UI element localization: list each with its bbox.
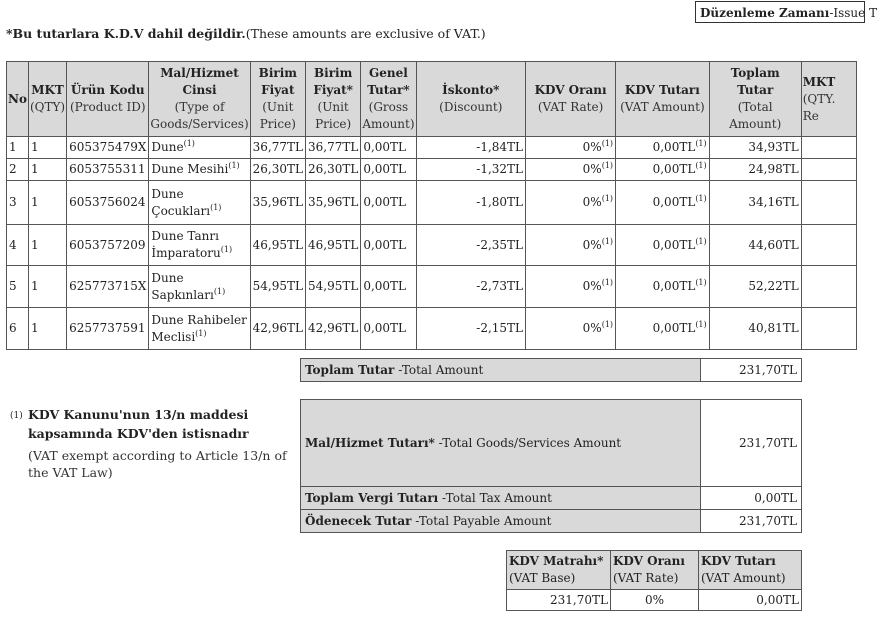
cell-unit: 36,77TL: [250, 137, 305, 159]
invoice-items-table: [6, 61, 857, 350]
cell-code: 625773715X: [67, 266, 149, 308]
cell-unit: 35,96TL: [250, 181, 305, 225]
vat-header-row: [507, 551, 802, 590]
cell-unit: 46,95TL: [250, 225, 305, 266]
cell-discount: -2,73TL: [416, 266, 525, 308]
cell-unit2: 54,95TL: [305, 266, 360, 308]
table-row: [7, 159, 857, 181]
cell-no: 3: [7, 181, 29, 225]
cell-gross: 0,00TL: [361, 225, 416, 266]
note-bold: *Bu tutarlara K.D.V dahil değildir.: [6, 26, 246, 41]
footnote-ref: (1): [601, 320, 614, 329]
footnote-ref: (1): [695, 194, 707, 203]
cell-rate: 0%$^{(1)}$: [526, 308, 616, 350]
tax-amount-row: [301, 487, 802, 510]
vat-breakdown-table: [506, 550, 802, 611]
cell-rate: 0%$^{(1)}$: [526, 181, 616, 225]
vat-rate-header: KDV Oranı (VAT Rate): [611, 551, 699, 590]
issue-time-label: Düzenleme Zamanı: [700, 6, 830, 20]
column-header: MKT (QTY. Re: [801, 62, 856, 137]
column-header: İskonto* (Discount): [416, 62, 525, 137]
cell-code: 6053755311: [67, 159, 149, 181]
footnote-ref: (1): [601, 139, 614, 148]
cell-name: Dune Mesihi$^{(1)}$: [149, 159, 250, 181]
table-header-row: [7, 62, 857, 137]
footnote-ref: (1): [695, 139, 707, 148]
column-header: Birim Fiyat (Unit Price): [250, 62, 305, 137]
footnote-ref: (1): [195, 328, 207, 338]
footnote-ref: (1): [601, 161, 614, 170]
cell-unit2: 36,77TL: [305, 137, 360, 159]
column-header: Ürün Kodu (Product ID): [67, 62, 149, 137]
cell-total: 52,22TL: [709, 266, 801, 308]
goods-amount-row: [301, 400, 802, 487]
cell-rate: 0%$^{(1)}$: [526, 225, 616, 266]
cell-qty: 1: [28, 181, 66, 225]
goods-amount-value: 231,70TL: [701, 400, 802, 487]
table-row: [7, 137, 857, 159]
cell-qty: 1: [28, 137, 66, 159]
footnote-ref: (1): [695, 161, 707, 170]
cell-total: 24,98TL: [709, 159, 801, 181]
vat-rate-value: 0%: [611, 590, 699, 611]
cell-vat: 0,00TL$^{(1)}$: [616, 266, 710, 308]
footnote-ref: (1): [695, 320, 707, 329]
total-amount-value: 231,70TL: [701, 359, 802, 382]
cell-qty: 1: [28, 225, 66, 266]
column-header: Birim Fiyat* (Unit Price): [305, 62, 360, 137]
footnote-ref: (1): [213, 286, 226, 296]
vat-amount-header: KDV Tutarı (VAT Amount): [699, 551, 802, 590]
cell-qty-returned: [801, 137, 856, 159]
cell-rate: 0%$^{(1)}$: [526, 266, 616, 308]
goods-amount-label: Mal/Hizmet Tutarı* -Total Goods/Services Amount: [301, 400, 701, 487]
cell-qty-returned: [801, 308, 856, 350]
column-header: KDV Tutarı (VAT Amount): [616, 62, 710, 137]
cell-qty: 1: [28, 159, 66, 181]
footnote-ref: (1): [695, 236, 707, 246]
cell-name: Dune Çocukları$^{(1)}$: [149, 181, 250, 225]
cell-rate: 0%$^{(1)}$: [526, 159, 616, 181]
footnote-ref: (1): [695, 278, 707, 287]
footnote-ref: (1): [228, 161, 240, 170]
cell-name: Dune$^{(1)}$: [149, 137, 250, 159]
footnote-detail: (VAT exempt according to Article 13/n of the VAT Law): [28, 448, 287, 480]
cell-rate: 0%$^{(1)}$: [526, 137, 616, 159]
cell-no: 6: [7, 308, 29, 350]
issue-time-box: [695, 1, 877, 23]
vat-amount-value: 0,00TL: [699, 590, 802, 611]
cell-name: Dune Tanrı İmparatoru$^{(1)}$: [149, 225, 250, 266]
cell-vat: 0,00TL$^{(1)}$: [616, 225, 710, 266]
cell-no: 2: [7, 159, 29, 181]
cell-vat: 0,00TL$^{(1)}$: [616, 159, 710, 181]
summary-table: [300, 399, 802, 533]
footnote-ref: (1): [183, 139, 195, 148]
footnote-marker: (1): [10, 411, 23, 421]
footnote-ref: (1): [220, 245, 233, 254]
cell-gross: 0,00TL: [361, 159, 416, 181]
cell-name: Dune Sapkınları$^{(1)}$: [149, 266, 250, 308]
cell-total: 34,16TL: [709, 181, 801, 225]
total-amount-label: Toplam Tutar -Total Amount: [301, 359, 701, 382]
cell-qty-returned: [801, 181, 856, 225]
column-header: KDV Oranı (VAT Rate): [526, 62, 616, 137]
cell-unit2: 26,30TL: [305, 159, 360, 181]
cell-qty-returned: [801, 266, 856, 308]
column-header: Genel Tutar* (Gross Amount): [361, 62, 416, 137]
column-header: No: [7, 62, 29, 137]
vat-exclusion-note: [6, 26, 486, 41]
cell-name: Dune Rahibeler Meclisi$^{(1)}$: [149, 308, 250, 350]
cell-gross: 0,00TL: [361, 266, 416, 308]
cell-discount: -1,84TL: [416, 137, 525, 159]
cell-code: 6257737591: [67, 308, 149, 350]
cell-discount: -1,32TL: [416, 159, 525, 181]
tax-amount-label: Toplam Vergi Tutarı -Total Tax Amount: [301, 487, 701, 510]
cell-no: 5: [7, 266, 29, 308]
cell-total: 40,81TL: [709, 308, 801, 350]
table-row: [7, 266, 857, 308]
column-header: Toplam Tutar (Total Amount): [709, 62, 801, 137]
footnote-ref: (1): [210, 202, 222, 212]
vat-exemption-footnote: [10, 405, 295, 481]
cell-qty-returned: [801, 159, 856, 181]
cell-vat: 0,00TL$^{(1)}$: [616, 308, 710, 350]
cell-total: 34,93TL: [709, 137, 801, 159]
issue-time-label-en: -Issue T: [829, 6, 877, 20]
payable-amount-value: 231,70TL: [701, 510, 802, 533]
column-header: Mal/Hizmet Cinsi (Type of Goods/Services): [149, 62, 250, 137]
cell-discount: -1,80TL: [416, 181, 525, 225]
total-amount-row: [301, 359, 802, 382]
payable-amount-row: [301, 510, 802, 533]
payable-amount-label: Ödenecek Tutar -Total Payable Amount: [301, 510, 701, 533]
tax-amount-value: 0,00TL: [701, 487, 802, 510]
table-row: [7, 225, 857, 266]
note-normal: (These amounts are exclusive of VAT.): [245, 26, 486, 41]
cell-no: 1: [7, 137, 29, 159]
footnote-title: KDV Kanunu'nun 13/n maddesi kapsamında KDV'den istisnadır: [28, 407, 249, 441]
cell-code: 605375479X: [67, 137, 149, 159]
footnote-ref: (1): [601, 278, 614, 287]
cell-discount: -2,35TL: [416, 225, 525, 266]
vat-value-row: [507, 590, 802, 611]
cell-unit2: 42,96TL: [305, 308, 360, 350]
vat-base-value: 231,70TL: [507, 590, 611, 611]
table-row: [7, 308, 857, 350]
cell-unit2: 46,95TL: [305, 225, 360, 266]
cell-gross: 0,00TL: [361, 137, 416, 159]
total-amount-table: [300, 358, 802, 382]
cell-vat: 0,00TL$^{(1)}$: [616, 181, 710, 225]
vat-base-header: KDV Matrahı* (VAT Base): [507, 551, 611, 590]
cell-code: 6053756024: [67, 181, 149, 225]
cell-unit2: 35,96TL: [305, 181, 360, 225]
cell-unit: 54,95TL: [250, 266, 305, 308]
cell-gross: 0,00TL: [361, 308, 416, 350]
cell-qty: 1: [28, 266, 66, 308]
cell-gross: 0,00TL: [361, 181, 416, 225]
cell-no: 4: [7, 225, 29, 266]
cell-unit: 42,96TL: [250, 308, 305, 350]
footnote-ref: (1): [601, 236, 614, 246]
footnote-ref: (1): [601, 194, 614, 203]
cell-code: 6053757209: [67, 225, 149, 266]
cell-discount: -2,15TL: [416, 308, 525, 350]
column-header: MKT (QTY): [28, 62, 66, 137]
cell-unit: 26,30TL: [250, 159, 305, 181]
cell-total: 44,60TL: [709, 225, 801, 266]
cell-qty-returned: [801, 225, 856, 266]
cell-qty: 1: [28, 308, 66, 350]
cell-vat: 0,00TL$^{(1)}$: [616, 137, 710, 159]
table-row: [7, 181, 857, 225]
